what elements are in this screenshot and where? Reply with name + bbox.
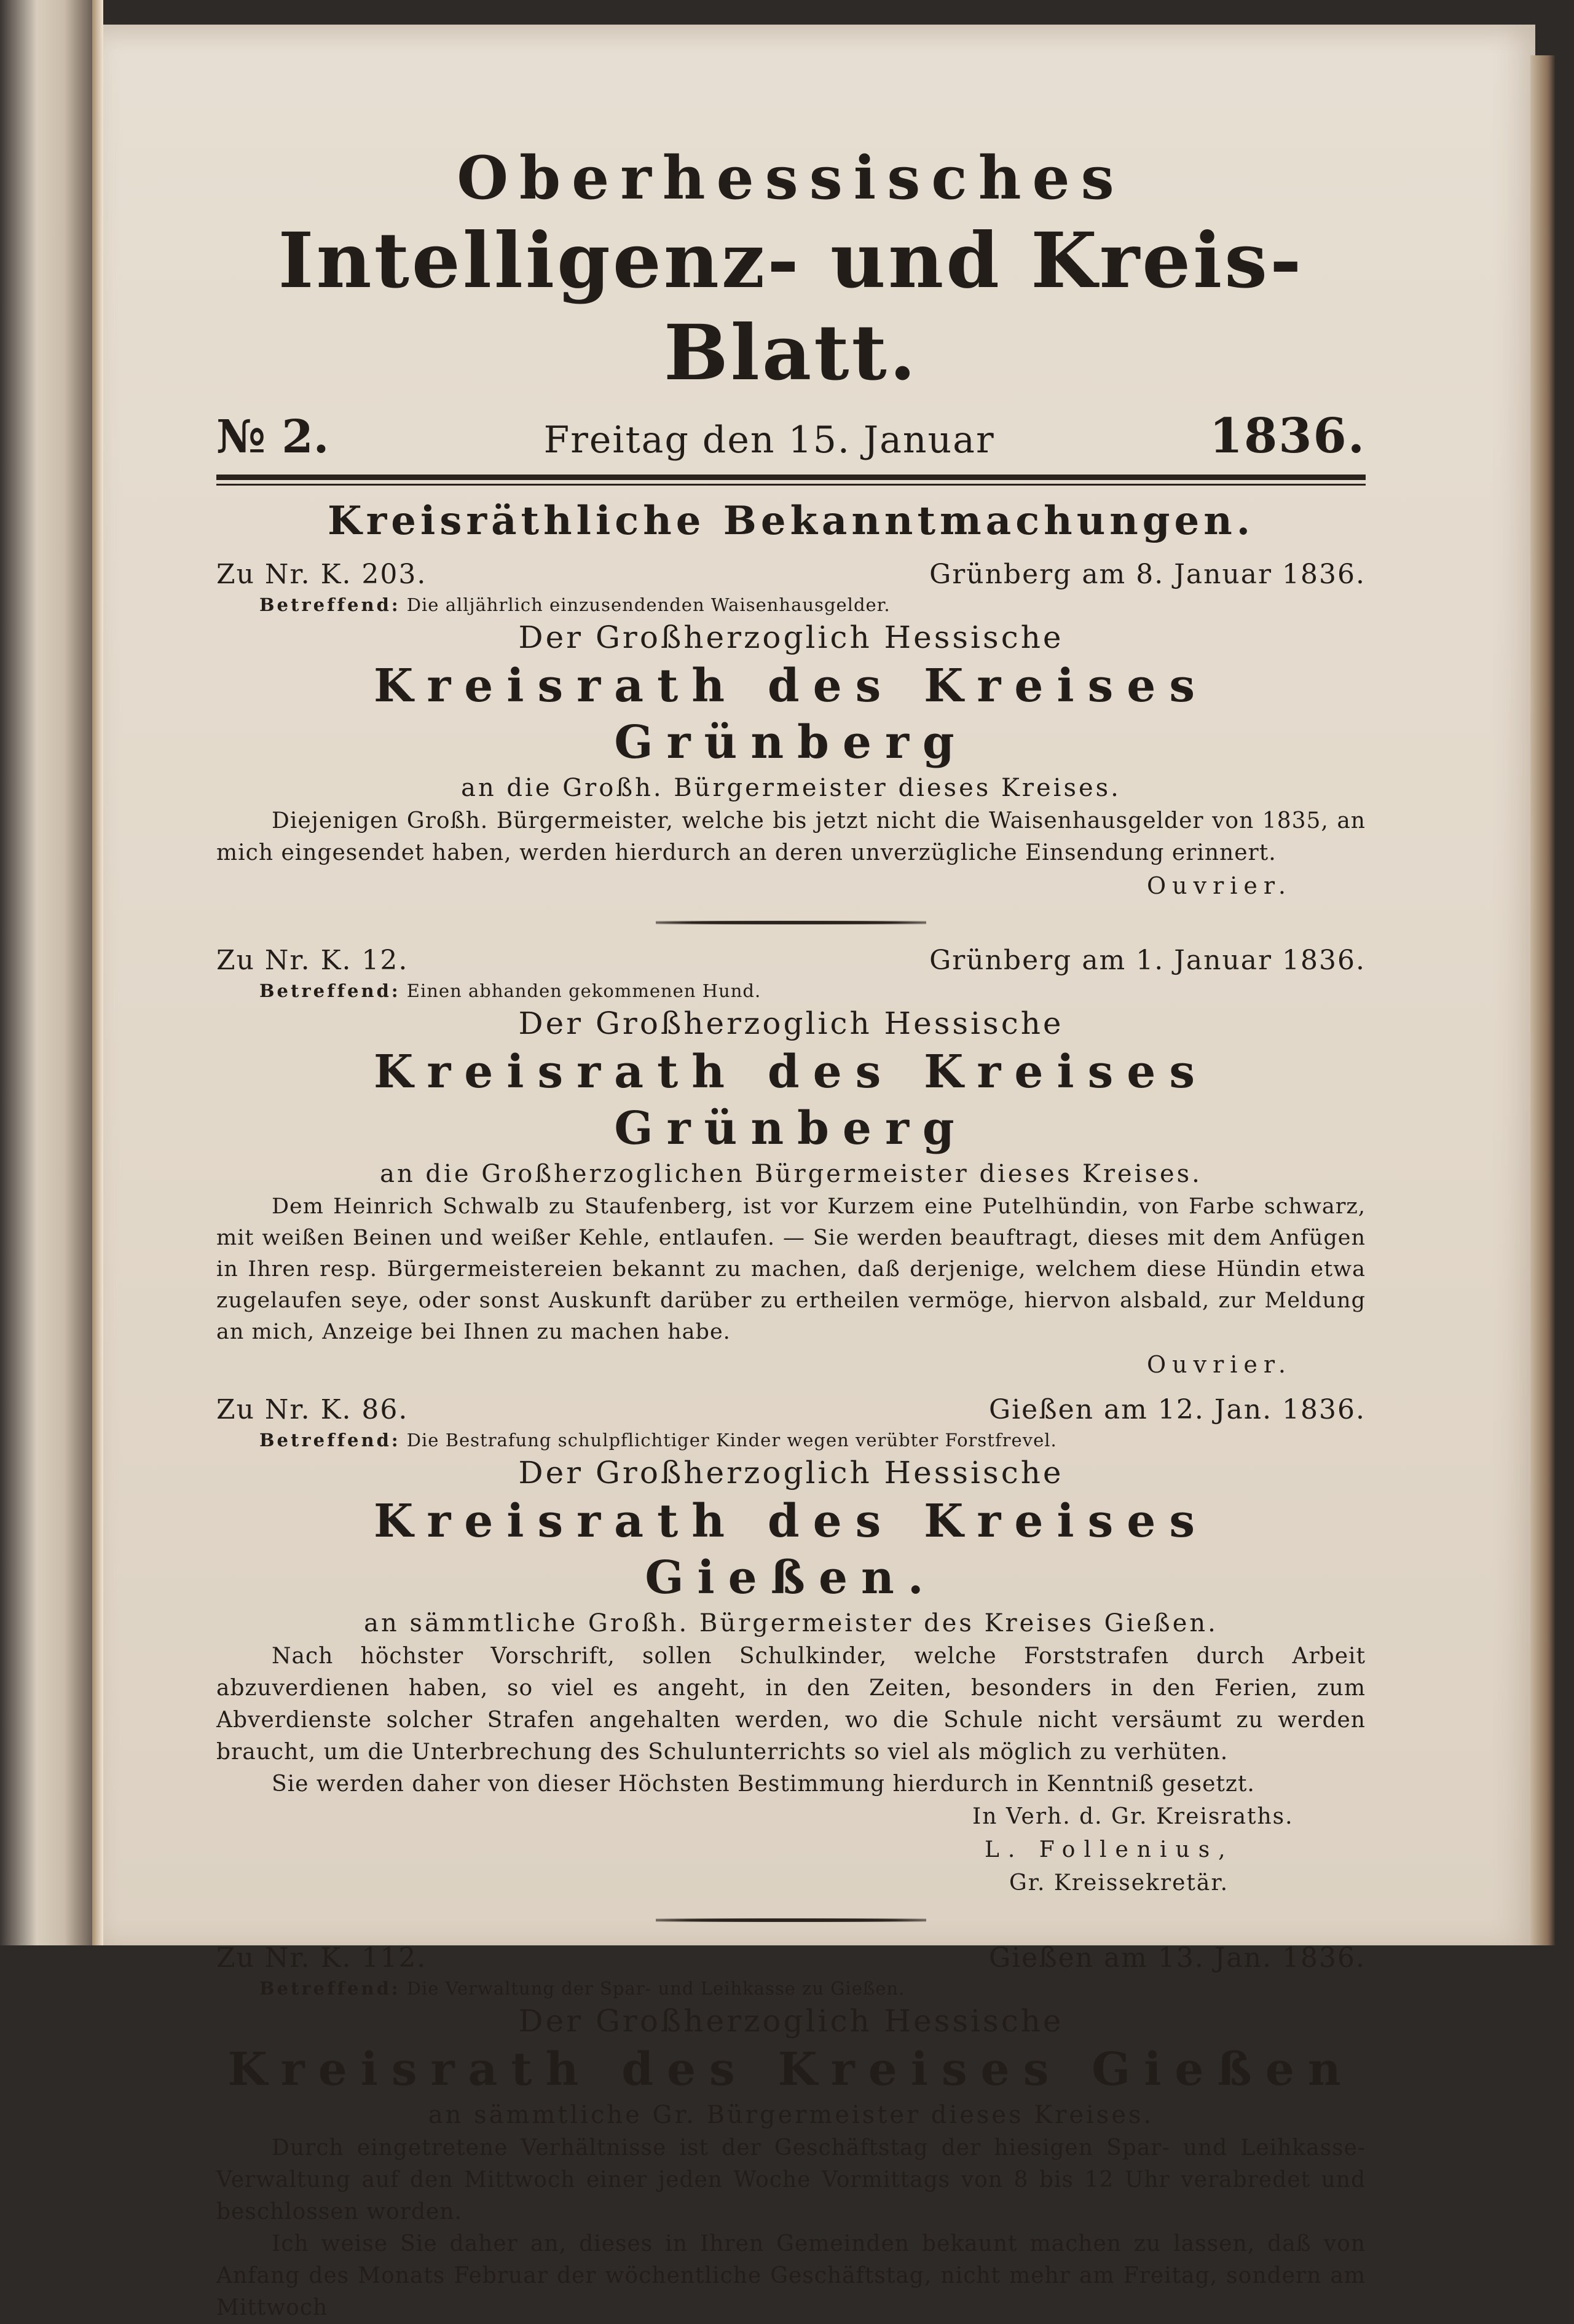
notice-divider (656, 1918, 926, 1922)
masthead-rule-thick (216, 475, 1366, 480)
subject-text: Die alljährlich einzusendenden Waisenhausgelder. (406, 594, 891, 615)
notice-divider (656, 921, 926, 924)
notice-paragraph: Nach höchster Vorschrift, sollen Schulkinder, welche Forststrafen durch Arbeit abzuverdienen haben, so viel es angeht, in den Zeiten, besonders in den Ferien, zum Abverdienste solcher Strafen angehalten werden, wo die Schule nicht versäumt zu werden braucht, um die Unterbrechung des Schulunterrichts so viel als möglich zu verhüten. (216, 1644, 1366, 1765)
notice-paragraph: Diejenigen Großh. Bürgermeister, welche bis jetzt nicht die Waisenhausgelder von 1835, an mich eingesendet haben, werden hierdurch an deren unverzügliche Einsendung erinnert. (216, 808, 1366, 865)
notice-place-date: Gießen am 12. Jan. 1836. (988, 1394, 1366, 1425)
notice-signature: Ouvrier. (1147, 872, 1292, 899)
notice-3 (216, 1392, 1366, 1900)
authority-line-2: Kreisrath des Kreises Gießen (227, 2043, 1355, 2096)
notice-place-date: Gießen am 13. Jan. 1836. (988, 1942, 1366, 1974)
notice-ref-line (216, 1940, 1366, 1976)
notice-subject (216, 979, 1366, 1003)
notice-ref: Zu Nr. K. 12. (216, 945, 409, 976)
masthead-line-2: Intelligenz- und Kreis-Blatt. (278, 216, 1304, 398)
authority-line-1: Der Großherzoglich Hessische (518, 1455, 1064, 1491)
notice-ref: Zu Nr. K. 203. (216, 559, 427, 590)
notice-paragraph: Dem Heinrich Schwalb zu Staufenberg, ist vor Kurzem eine Putelhündin, von Farbe schwarz, mit weißen Beinen und weißer Kehle, entlaufen. — Sie werden beauftragt, dieses mit dem Anfügen in Ihren resp. Bürgermeistereien bekannt zu machen, daß derjenige, welchem diese Hündin etwa zugelaufen seye, oder sonst Auskunft darüber zu ertheilen vermöge, hiervon alsbald, zur Meldung an mich, Anzeige bei Ihnen zu machen habe. (216, 1194, 1366, 1344)
signature-line-2: L. Follenius, (985, 1837, 1234, 1862)
subject-text: Die Verwaltung der Spar- und Leihkasse zu Gießen. (406, 1978, 905, 1999)
authority-line-2: Kreisrath des Kreises Grünberg (374, 660, 1208, 769)
page-content (216, 141, 1366, 2324)
signature-line-1: In Verh. d. Gr. Kreisraths. (972, 1804, 1294, 1829)
authority-line-1: Der Großherzoglich Hessische (518, 1006, 1064, 1041)
authority-line-1: Der Großherzoglich Hessische (518, 620, 1064, 655)
issue-number: № 2. (216, 411, 329, 463)
notice-ref-line (216, 557, 1366, 593)
authority-line-3: an sämmtliche Gr. Bürgermeister dieses Kreises. (428, 2101, 1154, 2129)
authority-line-3: an die Großh. Bürgermeister dieses Kreises. (461, 774, 1121, 802)
page-right-edge (1530, 55, 1555, 1945)
notice-paragraph: Ich weise Sie daher an, dieses in Ihren Gemeinden bekaunt machen zu lassen, daß von Anfang des Monats Februar der wöchentliche Geschäftstag, nicht mehr am Freitag, sondern am Mittwoch (216, 2231, 1366, 2320)
notice-ref: Zu Nr. K. 112. (216, 1942, 427, 1974)
notice-ref: Zu Nr. K. 86. (216, 1394, 409, 1425)
notice-subject (216, 1976, 1366, 2001)
issue-date: Freitag den 15. Januar (543, 419, 995, 462)
notice-2 (216, 943, 1366, 1381)
notice-paragraph: Durch eingetretene Verhältnisse ist der Geschäftstag der hiesigen Spar- und Leihkasse-Verwaltung auf den Mittwoch einer jeden Woche Vormittags von 8 bis 12 Uhr verabredet und beschlossen worden. (216, 2135, 1366, 2224)
signature-line-3: Gr. Kreissekretär. (1009, 1870, 1229, 1896)
section-title: Kreisräthliche Bekanntmachungen. (327, 498, 1255, 544)
subject-text: Einen abhanden gekommenen Hund. (406, 980, 761, 1001)
issue-year: 1836. (1209, 408, 1366, 464)
notice-place-date: Grünberg am 8. Januar 1836. (929, 559, 1366, 590)
masthead-line-1: Oberhessisches (457, 143, 1125, 213)
masthead-rule-thin (216, 484, 1366, 486)
notice-subject (216, 593, 1366, 617)
subject-label: Betreffend: (259, 980, 401, 1001)
subject-label: Betreffend: (259, 1978, 401, 1999)
authority-line-2: Kreisrath des Kreises Gießen. (374, 1495, 1208, 1604)
notice-paragraph: Sie werden daher von dieser Höchsten Bestimmung hierdurch in Kenntniß gesetzt. (272, 1771, 1255, 1797)
authority-line-3: an sämmtliche Großh. Bürgermeister des Kreises Gießen. (364, 1609, 1218, 1637)
issue-line (216, 408, 1366, 463)
subject-label: Betreffend: (259, 594, 401, 615)
subject-label: Betreffend: (259, 1430, 401, 1451)
notice-1 (216, 557, 1366, 902)
book-binding-edge (92, 0, 103, 1945)
notice-ref-line (216, 943, 1366, 979)
notice-4 (216, 1940, 1366, 2324)
authority-line-2: Kreisrath des Kreises Grünberg (374, 1046, 1208, 1155)
subject-text: Die Bestrafung schulpflichtiger Kinder wegen verübter Forstfrevel. (406, 1430, 1057, 1451)
notice-place-date: Grünberg am 1. Januar 1836. (929, 945, 1366, 976)
notice-subject (216, 1428, 1366, 1452)
authority-line-1: Der Großherzoglich Hessische (518, 2003, 1064, 2039)
authority-line-3: an die Großherzoglichen Bürgermeister dieses Kreises. (380, 1160, 1202, 1188)
notice-ref-line (216, 1392, 1366, 1428)
book-left-page-edge (0, 0, 92, 1945)
notice-signature-block (216, 1800, 1366, 1900)
notice-signature: Ouvrier. (1147, 1351, 1292, 1378)
